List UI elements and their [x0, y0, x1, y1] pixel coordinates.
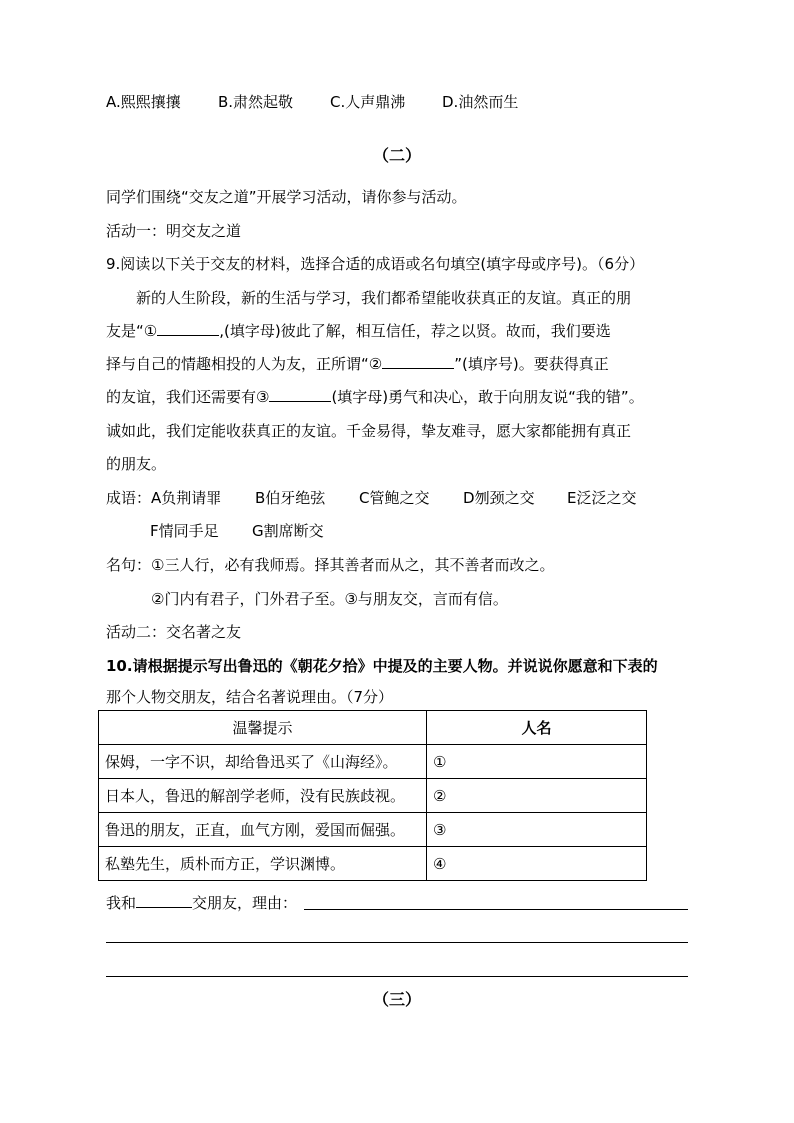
answer-reason-label: 交朋友，理由： — [192, 894, 298, 912]
option-c: C.人声鼎沸 — [330, 93, 406, 111]
name-cell[interactable]: ④ — [427, 847, 647, 881]
table-header-row — [99, 711, 647, 745]
activity-2-title: 活动二：交名著之友 — [106, 623, 242, 641]
idioms-row-1 — [106, 488, 637, 508]
section-3-title: （三） — [372, 990, 421, 1009]
passage-line-5: 诚如此，我们定能收获真正的友谊。千金易得，挚友难寻，愿大家都能拥有真正 — [106, 422, 632, 440]
quotes-label: 名句： — [106, 556, 152, 574]
blank-1[interactable] — [157, 321, 219, 336]
name-cell[interactable]: ③ — [427, 813, 647, 847]
passage-line-6: 的朋友。 — [106, 455, 167, 473]
idiom-c: C管鲍之交 — [359, 489, 430, 507]
question-9-stem: 9.阅读以下关于交友的材料，选择合适的成语或名句填空(填字母或序号)。（6分） — [106, 255, 645, 273]
quotes-row-1 — [106, 555, 554, 575]
passage-line-3 — [106, 354, 609, 374]
section-2-title: （二） — [372, 146, 421, 165]
passage-text: 的友谊，我们还需要有③ — [106, 388, 270, 406]
idiom-a: A负荆请罪 — [151, 489, 222, 507]
hint-cell: 日本人，鲁迅的解剖学老师，没有民族歧视。 — [99, 779, 427, 813]
answer-prefix: 我和 — [106, 894, 137, 912]
idiom-g: G割席断交 — [252, 522, 324, 540]
table-row — [99, 847, 647, 881]
blank-3[interactable] — [269, 387, 331, 402]
hint-cell: 私塾先生，质朴而方正，学识渊博。 — [99, 847, 427, 881]
name-cell[interactable]: ① — [427, 745, 647, 779]
quote-1: ①三人行，必有我师焉。择其善者而从之，其不善者而改之。 — [151, 556, 555, 574]
idiom-e: E泛泛之交 — [567, 489, 637, 507]
option-d: D.油然而生 — [442, 93, 519, 111]
idiom-d: D刎颈之交 — [463, 489, 535, 507]
idioms-label: 成语： — [106, 489, 152, 507]
passage-text: (填字母)勇气和决心，敢于向朋友说“我的错”。 — [331, 388, 644, 406]
option-b: B.肃然起敬 — [218, 93, 294, 111]
characters-table — [98, 710, 647, 881]
idioms-row-2 — [150, 521, 324, 541]
passage-line-1: 新的人生阶段，新的生活与学习，我们都希望能收获真正的友谊。真正的朋 — [136, 289, 632, 307]
idiom-f: F情同手足 — [150, 522, 219, 540]
passage-text: 择与自己的情趣相投的人为友，正所谓“② — [106, 355, 383, 373]
answer-blank-line-2[interactable] — [106, 942, 688, 943]
passage-text: ”(填序号)。要获得真正 — [454, 355, 609, 373]
question-10-line-1: 10.请根据提示写出鲁迅的《朝花夕拾》中提及的主要人物。并说说你愿意和下表的 — [106, 657, 658, 675]
header-name: 人名 — [427, 711, 647, 745]
header-hint: 温馨提示 — [99, 711, 427, 745]
answer-name-blank[interactable] — [136, 893, 192, 908]
blank-2[interactable] — [382, 354, 454, 369]
table-row — [99, 745, 647, 779]
option-a: A.熙熙攘攘 — [106, 93, 181, 111]
activity-1-title: 活动一：明交友之道 — [106, 222, 242, 240]
passage-text: 友是“① — [106, 322, 158, 340]
intro-text: 同学们围绕“交友之道”开展学习活动，请你参与活动。 — [106, 188, 467, 206]
name-cell[interactable]: ② — [427, 779, 647, 813]
table-row — [99, 813, 647, 847]
passage-line-4 — [106, 387, 644, 407]
hint-cell: 保姆，一字不识，却给鲁迅买了《山海经》。 — [99, 745, 427, 779]
passage-line-2 — [106, 321, 611, 341]
question-10-line-2: 那个人物交朋友，结合名著说理由。（7分） — [106, 688, 394, 706]
idiom-b: B伯牙绝弦 — [255, 489, 326, 507]
answer-blank-line-1[interactable] — [304, 909, 688, 910]
answer-blank-line-3[interactable] — [106, 976, 688, 977]
passage-text: ,(填字母)彼此了解，相互信任，荐之以贤。故而，我们要选 — [219, 322, 611, 340]
quotes-row-2: ②门内有君子，门外君子至。③与朋友交，言而有信。 — [151, 590, 508, 608]
q8-options — [106, 92, 518, 112]
table-row — [99, 779, 647, 813]
answer-line — [106, 893, 297, 913]
hint-cell: 鲁迅的朋友，正直，血气方刚，爱国而倔强。 — [99, 813, 427, 847]
